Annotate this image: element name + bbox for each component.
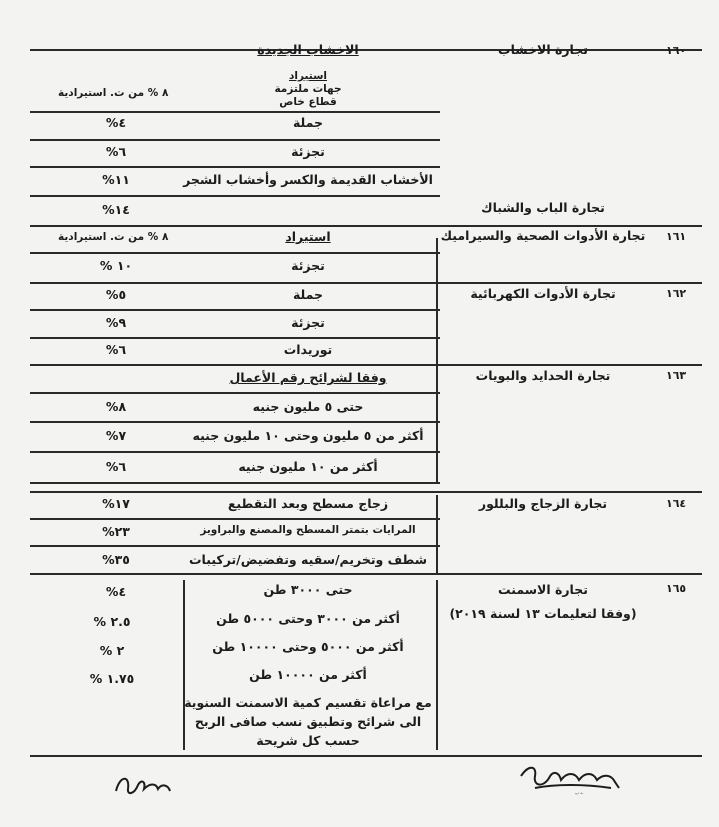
trade-name: تجارة الأدوات الصحية والسيراميك — [440, 228, 646, 243]
rule — [30, 139, 440, 141]
row-percent: %٦ — [105, 459, 127, 474]
row-description: شطف وتخريم/سقيه وتفضيض/تركيبات — [188, 552, 428, 567]
rule — [30, 337, 440, 339]
item-number: ١٦٥ — [666, 582, 687, 595]
row-description: حتى ٥ مليون جنيه — [252, 399, 364, 414]
row-percent: %٦ — [105, 144, 127, 159]
item-number: ١٦٢ — [666, 287, 687, 300]
rule — [30, 225, 702, 227]
trade-name: تجارة الأدوات الكهربائية — [470, 286, 616, 301]
band-header: وفقا لشرائح رقم الأعمال — [229, 370, 387, 385]
row-description: تجزئة — [291, 144, 325, 159]
trade-name: تجارة الزجاج والبللور — [478, 496, 608, 511]
row-percent: %١١ — [102, 172, 130, 187]
row-description: حتى ٣٠٠٠ طن — [263, 582, 353, 597]
trade-subtitle: (وفقا لتعليمات ١٣ لسنة ٢٠١٩) — [449, 606, 637, 621]
rule — [30, 252, 440, 254]
import-line: جهات ملتزمة — [274, 83, 342, 95]
row-description: جملة — [292, 115, 324, 130]
row-description: أكثر من ٥٠٠٠ وحتى ١٠٠٠٠ طن — [212, 639, 404, 654]
trade-name: تجارة الباب والشباك — [481, 200, 605, 215]
row-description: أكثر من ١٠٠٠٠ طن — [249, 667, 367, 682]
row-description: أكثر من ٣٠٠٠ وحتى ٥٠٠٠ طن — [216, 611, 400, 626]
row-description: الأخشاب القديمة والكسر وأخشاب الشجر — [183, 172, 433, 187]
note-line: حسب كل شريحة — [256, 733, 360, 748]
row-percent: %٩ — [105, 315, 127, 330]
row-percent: % ١٠ — [99, 258, 133, 273]
column-divider — [436, 238, 438, 483]
note-line: مع مراعاة تقسيم كمية الاسمنت السنوية — [184, 695, 432, 710]
row-percent: %٣٥ — [102, 552, 130, 567]
row-percent: %٨ — [105, 399, 127, 414]
import-percent: ٨ % من ت. استيرادية — [58, 87, 169, 99]
import-line: قطاع خاص — [279, 96, 337, 108]
row-description: تجزئة — [291, 315, 325, 330]
rule — [30, 309, 440, 311]
row-description: المرايات بتمتر المسطح والمصنع والبراويز — [200, 524, 416, 536]
note-line: الى شرائح وتطبيق نسب صافى الربح — [194, 714, 422, 729]
row-percent: %٤ — [105, 115, 127, 130]
row-percent: %١٧ — [102, 496, 130, 511]
trade-name: تجارة الحدايد والبويات — [475, 368, 611, 383]
trade-name: تجارة الاسمنت — [498, 582, 588, 597]
rule — [30, 392, 440, 394]
rule — [30, 282, 702, 284]
row-percent: %٦ — [105, 342, 127, 357]
row-description: استيراد — [285, 229, 331, 244]
signature-left — [110, 765, 180, 805]
row-percent: %٥ — [105, 287, 127, 302]
import-label: استيراد — [288, 70, 328, 82]
rule — [30, 451, 440, 453]
row-description: زجاج مسطح وبعد التقطيع — [227, 496, 389, 511]
row-percent: % ٢ — [99, 643, 125, 658]
row-percent: % ١.٧٥ — [89, 671, 135, 686]
item-number: ١٦٣ — [666, 369, 687, 382]
trade-name: تجارة الاخشاب — [498, 42, 588, 57]
row-description: جملة — [292, 287, 324, 302]
row-percent: ٨ % من ت. استيرادية — [58, 231, 169, 243]
row-percent: % ٢.٥ — [93, 614, 131, 629]
item-number: ١٦٠ — [666, 44, 687, 57]
signature-right-text: خالد كروم — [575, 793, 584, 795]
row-description: أكثر من ١٠ مليون جنيه — [238, 459, 378, 474]
rule — [30, 491, 702, 493]
rule — [30, 518, 440, 520]
row-percent: %١٤ — [102, 202, 130, 217]
item-number: ١٦١ — [666, 230, 687, 243]
rule — [30, 545, 440, 547]
rule — [30, 166, 440, 168]
row-description: تجزئة — [291, 258, 325, 273]
row-percent: %٤ — [105, 584, 127, 599]
row-description: توريدات — [283, 342, 333, 357]
rule — [30, 111, 440, 113]
row-percent: %٧ — [105, 428, 127, 443]
row-percent: %٢٣ — [102, 524, 130, 539]
signature-right — [515, 758, 635, 798]
sub-header: الاخشاب الجديدة — [257, 42, 359, 57]
rule — [30, 364, 702, 366]
item-number: ١٦٤ — [666, 497, 687, 510]
rule — [30, 421, 440, 423]
rule — [30, 573, 702, 575]
rule — [30, 482, 440, 484]
rule — [30, 195, 440, 197]
rule — [30, 755, 702, 757]
row-description: أكثر من ٥ مليون وحتى ١٠ مليون جنيه — [192, 428, 424, 443]
